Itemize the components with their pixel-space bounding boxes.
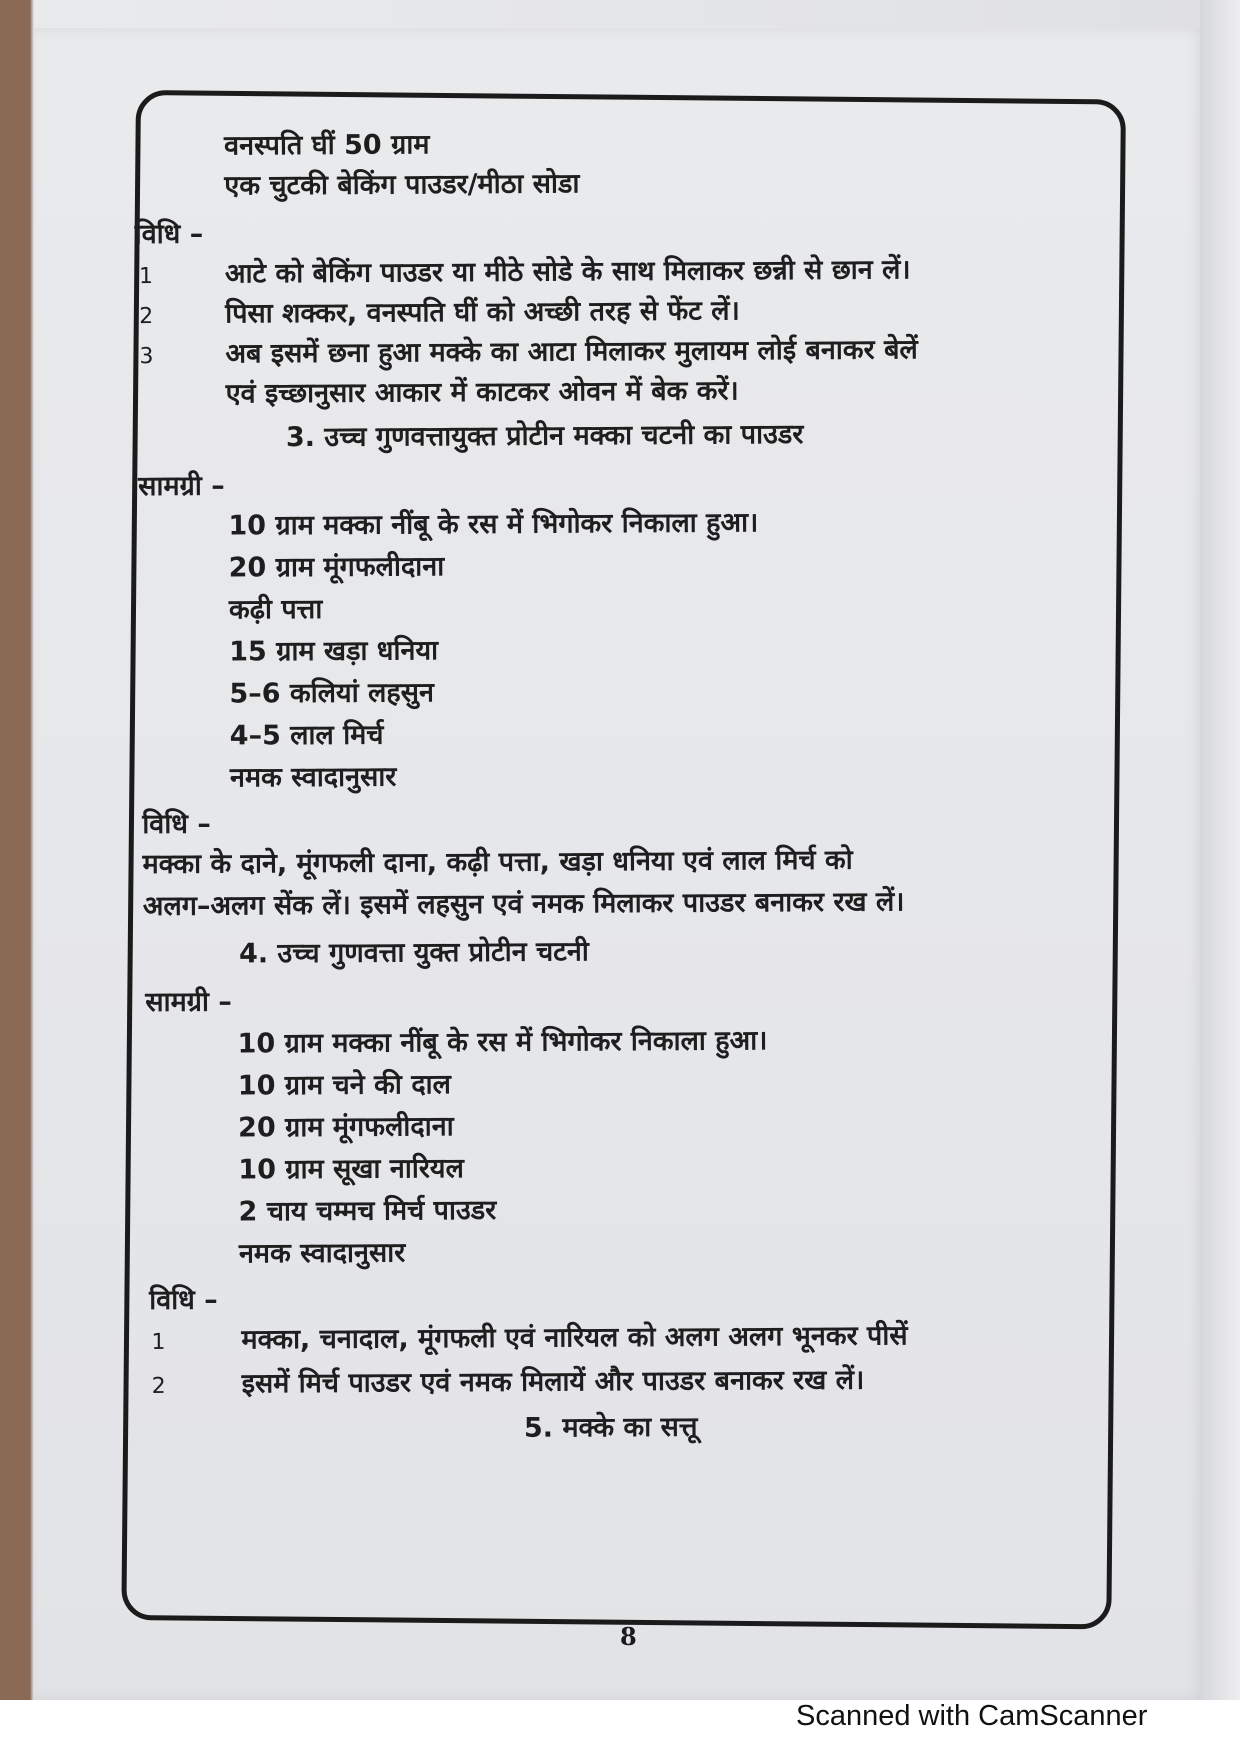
step-text: आटे को बेकिंग पाउडर या मीठे सोडे के साथ मिलाकर छन्नी से छान लें। [224, 254, 911, 290]
ingredients-heading: सामग्री – [138, 470, 225, 503]
ingredient-line: 4–5 लाल मिर्च [229, 719, 384, 752]
ingredient-line: 15 ग्राम खड़ा धनिया [229, 635, 439, 668]
step-number: 1 [151, 1329, 166, 1356]
ingredient-line: 2 चाय चम्मच मिर्च पाउडर [238, 1194, 497, 1228]
page-edge [1200, 0, 1240, 1700]
step-text: एवं इच्छानुसार आकार में काटकर ओवन में बेक करें। [225, 375, 739, 410]
ingredient-line: 10 ग्राम मक्का नींबू के रस में भिगोकर निकाला हुआ। [237, 1025, 768, 1060]
method-text: मक्का के दाने, मूंगफली दाना, कढ़ी पत्ता, खड़ा धनिया एवं लाल मिर्च को [142, 844, 853, 881]
section-title: 4. उच्च गुणवत्ता युक्त प्रोटीन चटनी [238, 936, 589, 970]
method-heading: विधि – [142, 808, 211, 841]
step-number: 1 [138, 263, 153, 290]
ingredient-line: कढ़ी पत्ता [228, 593, 323, 626]
ingredient-line: वनस्पति घीं 50 ग्राम [224, 129, 430, 162]
ingredient-line: नमक स्वादानुसार [238, 1237, 406, 1270]
section-title: 3. उच्च गुणवत्तायुक्त प्रोटीन मक्का चटनी का पाउडर [285, 419, 804, 454]
ingredient-line: 10 ग्राम चने की दाल [237, 1069, 452, 1102]
ingredient-line: 5–6 कलियां लहसुन [229, 677, 435, 710]
ingredient-line: 10 ग्राम मक्का नींबू के रस में भिगोकर निकाला हुआ। [228, 507, 759, 542]
step-text: मक्का, चनादाल, मूंगफली एवं नारियल को अलग अलग भूनकर पीसें [241, 1320, 908, 1356]
ingredient-line: एक चुटकी बेकिंग पाउडर/मीठा सोडा [224, 168, 580, 202]
ingredient-line: नमक स्वादानुसार [229, 761, 397, 794]
ingredient-line: 20 ग्राम मूंगफलीदाना [238, 1111, 454, 1144]
scanner-watermark: Scanned with CamScanner [796, 1700, 1148, 1732]
ingredient-line: 10 ग्राम सूखा नारियल [238, 1153, 464, 1186]
method-heading: विधि – [149, 1284, 218, 1317]
method-heading: विधि – [134, 218, 204, 251]
section-title: 5. मक्के का सत्तू [523, 1411, 698, 1444]
step-number: 2 [139, 303, 154, 330]
step-number: 2 [151, 1373, 166, 1400]
ingredient-line: 20 ग्राम मूंगफलीदाना [228, 551, 445, 584]
method-text: अलग–अलग सेंक लें। इसमें लहसुन एवं नमक मिलाकर पाउडर बनाकर रख लें। [142, 886, 905, 923]
step-text: इसमें मिर्च पाउडर एवं नमक मिलायें और पाउडर बनाकर रख लें। [241, 1364, 865, 1400]
step-number: 3 [139, 343, 154, 370]
page-number: 8 [620, 1622, 637, 1651]
ingredients-heading: सामग्री – [145, 986, 232, 1019]
step-text: अब इसमें छना हुआ मक्के का आटा मिलाकर मुलायम लोई बनाकर बेलें [225, 334, 918, 370]
step-text: पिसा शक्कर, वनस्पति घीं को अच्छी तरह से फेंट लें। [225, 295, 740, 330]
